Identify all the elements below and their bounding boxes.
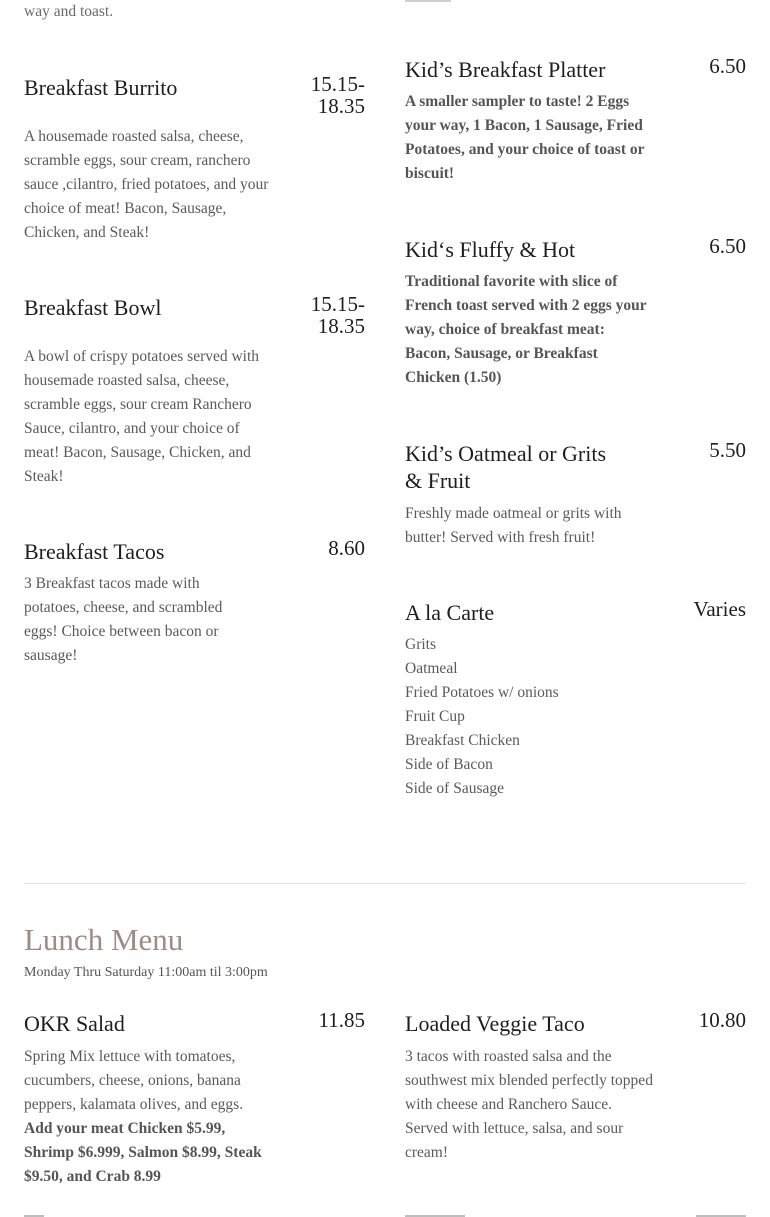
- item-price: 10.80: [698, 1008, 746, 1032]
- item-name: OKR Salad: [24, 1011, 125, 1036]
- item-description: Freshly made oatmeal or grits with butter! Served with fresh fruit!: [405, 505, 622, 546]
- section-hours: Monday Thru Saturday 11:00am til 3:00pm: [24, 965, 268, 980]
- item-name: Breakfast Burrito: [24, 75, 178, 100]
- item-name: Kid’s Breakfast Platter: [405, 57, 606, 82]
- item-description: Traditional favorite with slice of French toast served with 2 eggs your way, choice of breakfast meat: Bacon, Sausage, or Breakfast Chicken (1.50): [405, 273, 647, 386]
- list-item: Side of Bacon: [405, 756, 493, 773]
- item-description: Spring Mix lettuce with tomatoes, cucumbers, cheese, onions, banana peppers, kalamata olives, and eggs. Add your meat Chicken $5.99, Shrimp $6.999, Salmon $8.99, Steak $9.50, and Crab 8.99: [24, 1048, 262, 1185]
- item-description: A smaller sampler to taste! 2 Eggs your way, 1 Bacon, 1 Sausage, Fried Potatoes, and your choice of toast or biscuit!: [405, 93, 645, 182]
- item-price: 11.85: [318, 1008, 365, 1032]
- item-name: Loaded Veggie Taco: [405, 1011, 585, 1036]
- item-name: Kid’s Oatmeal or Grits & Fruit: [405, 441, 607, 493]
- previous-item-desc-fragment: way and toast.: [24, 3, 114, 20]
- item-name: Breakfast Bowl: [24, 295, 162, 320]
- clipped-text-fragment: [24, 1213, 44, 1217]
- list-item: Breakfast Chicken: [405, 732, 520, 749]
- clipped-text-fragment: [405, 1213, 465, 1217]
- item-price: 15.15- 18.35: [310, 292, 365, 338]
- item-name: A la Carte: [405, 600, 495, 625]
- clipped-text-fragment: [696, 1213, 746, 1217]
- section-divider: [24, 883, 746, 884]
- item-price: Varies: [693, 597, 746, 621]
- item-description: 3 Breakfast tacos made with potatoes, cheese, and scrambled eggs! Choice between bacon or sausage!: [24, 575, 223, 664]
- section-title: Lunch Menu: [24, 922, 184, 957]
- list-item: Oatmeal: [405, 660, 458, 677]
- list-item: Side of Sausage: [405, 780, 505, 797]
- item-price: 8.60: [328, 536, 365, 560]
- item-name: Breakfast Tacos: [24, 539, 165, 564]
- item-price: 6.50: [709, 234, 746, 258]
- item-description: A bowl of crispy potatoes served with housemade roasted salsa, cheese, scramble eggs, sour cream Ranchero Sauce, cilantro, and your choice of meat! Bacon, Sausage, Chicken, and Steak!: [24, 348, 260, 485]
- item-price: 6.50: [709, 54, 746, 78]
- item-description-addons: Add your meat Chicken $5.99, Shrimp $6.999, Salmon $8.99, Steak $9.50, and Crab 8.99: [24, 1120, 262, 1185]
- item-price: 15.15- 18.35: [310, 72, 365, 118]
- item-description: 3 tacos with roasted salsa and the southwest mix blended perfectly topped with cheese and Ranchero Sauce. Served with lettuce, salsa, and sour cream!: [405, 1048, 653, 1161]
- list-item: Fried Potatoes w/ onions: [405, 684, 559, 701]
- item-name: Kid‘s Fluffy & Hot: [405, 237, 576, 262]
- item-description: A housemade roasted salsa, cheese, scramble eggs, sour cream, ranchero sauce ,cilantro, fried potatoes, and your choice of meat! Bacon, Sausage, Chicken, and Steak!: [24, 128, 269, 241]
- list-item: Grits: [405, 636, 436, 653]
- item-price: 5.50: [709, 438, 746, 462]
- list-item: Fruit Cup: [405, 708, 465, 725]
- a-la-carte-list: [405, 633, 665, 801]
- clipped-text-fragment: [405, 0, 455, 4]
